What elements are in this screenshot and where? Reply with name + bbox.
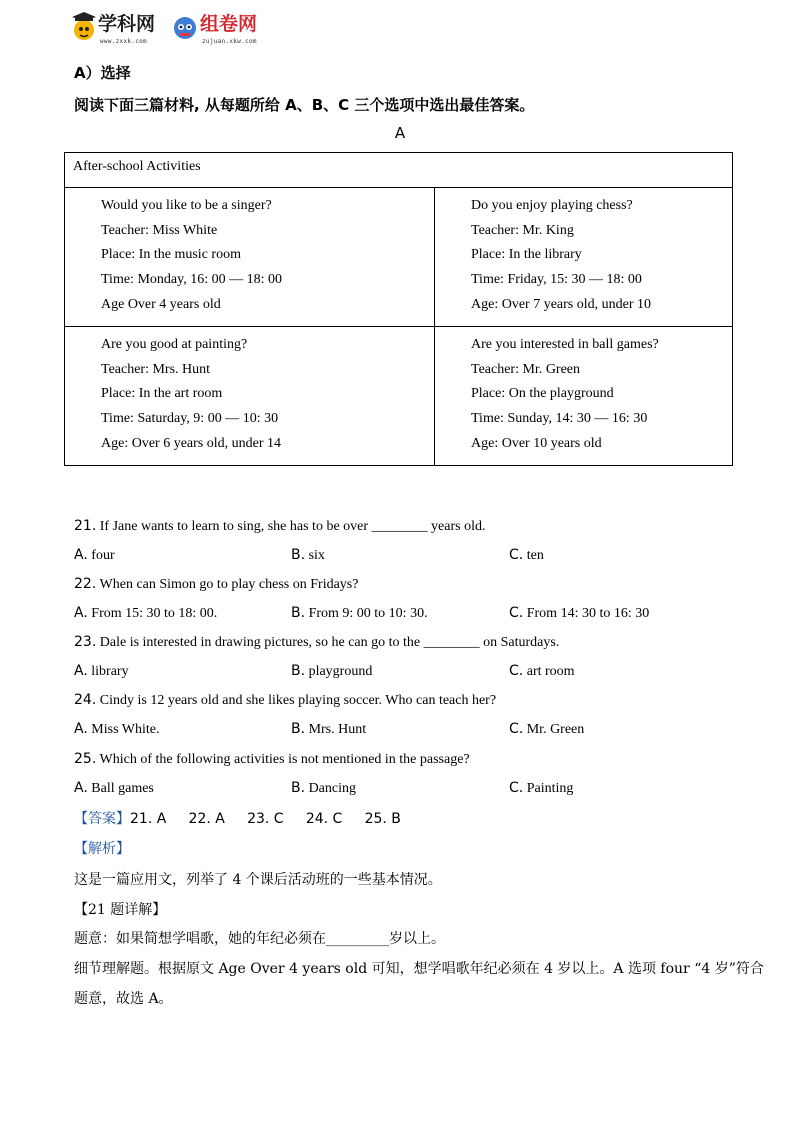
activity-cell-singing xyxy=(65,188,435,327)
question-23 xyxy=(74,634,559,651)
option-letter: C. xyxy=(509,547,524,563)
q21-heading: 【21 题详解】 xyxy=(74,902,167,918)
option-c[interactable] xyxy=(509,547,544,564)
section-title: A）选择 xyxy=(74,64,131,82)
activity-cell-ball-games xyxy=(435,327,733,466)
question-22 xyxy=(74,576,358,593)
analysis-intro: 这是一篇应用文，列举了 4 个课后活动班的一些基本情况。 xyxy=(74,872,442,888)
mascot-icon xyxy=(72,12,96,42)
cell-line: Time: Monday, 16: 00 — 18: 00 xyxy=(101,272,282,288)
cell-line: Teacher: Mr. King xyxy=(471,222,574,238)
cell-line: Do you enjoy playing chess? xyxy=(471,198,633,213)
option-text: From 9: 00 to 10: 30. xyxy=(308,606,428,621)
q21-detail-line1: 细节理解题。根据原文 Age Over 4 years old 可知，想学唱歌年纪必须在 4 岁以上。A 选项 four “4 岁”符合 xyxy=(74,961,764,977)
passage-letter: A xyxy=(394,124,406,142)
question-number: 22. xyxy=(74,576,97,592)
option-letter: A. xyxy=(74,780,88,796)
option-b[interactable] xyxy=(291,547,325,564)
q21-meaning: 题意：如果简想学唱歌，她的年纪必须在_________岁以上。 xyxy=(74,931,445,947)
zxxk-logo-text: 学科网 xyxy=(98,13,156,35)
option-text: ten xyxy=(526,548,544,563)
option-letter: A. xyxy=(74,605,88,621)
option-text: four xyxy=(91,548,115,563)
option-letter: B. xyxy=(291,780,306,796)
cell-line: Place: In the art room xyxy=(101,386,223,402)
answer-text: 21. A 22. A 23. C 24. C 25. B xyxy=(130,811,401,827)
option-letter: C. xyxy=(509,605,524,621)
cell-line: Would you like to be a singer? xyxy=(101,198,272,213)
option-letter: A. xyxy=(74,721,88,737)
question-text: If Jane wants to learn to sing, she has to be over ________ years old. xyxy=(99,519,486,534)
option-c[interactable] xyxy=(509,605,649,622)
question-text: Which of the following activities is not mentioned in the passage? xyxy=(99,752,470,767)
option-letter: B. xyxy=(291,721,306,737)
option-b[interactable] xyxy=(291,721,366,738)
cell-line: Place: In the music room xyxy=(101,247,241,263)
cell-line: Time: Sunday, 14: 30 — 16: 30 xyxy=(471,411,648,427)
activity-cell-painting xyxy=(65,327,435,466)
option-b[interactable] xyxy=(291,605,428,622)
option-text: library xyxy=(91,664,129,679)
answer-key xyxy=(74,808,401,828)
cell-line: Teacher: Mrs. Hunt xyxy=(101,361,211,377)
activities-table xyxy=(64,152,733,466)
cell-line: Age: Over 7 years old, under 10 xyxy=(471,296,652,312)
option-a[interactable] xyxy=(74,547,115,564)
option-letter: B. xyxy=(291,663,306,679)
table-title: After-school Activities xyxy=(65,153,733,188)
robot-mascot-icon xyxy=(172,13,198,43)
instruction-text: 阅读下面三篇材料, 从每题所给 A、B、C 三个选项中选出最佳答案。 xyxy=(74,96,535,114)
cell-line: Place: In the library xyxy=(471,247,582,263)
cell-line: Age: Over 10 years old xyxy=(471,435,602,451)
option-letter: A. xyxy=(74,663,88,679)
option-text: Painting xyxy=(526,781,574,796)
option-text: From 15: 30 to 18: 00. xyxy=(91,606,218,621)
option-letter: C. xyxy=(509,663,524,679)
option-text: Miss White. xyxy=(91,722,160,737)
question-text: When can Simon go to play chess on Fridays? xyxy=(99,577,359,592)
zujuan-logo-url: zujuan.xkw.com xyxy=(202,38,257,45)
option-letter: C. xyxy=(509,780,524,796)
question-21 xyxy=(74,518,485,535)
question-25 xyxy=(74,751,470,768)
cell-line: Age: Over 6 years old, under 14 xyxy=(101,435,282,451)
option-text: art room xyxy=(526,664,575,679)
question-text: Dale is interested in drawing pictures, so he can go to the ________ on Saturdays. xyxy=(99,635,560,650)
cell-line: Are you good at painting? xyxy=(101,337,248,352)
option-a[interactable] xyxy=(74,605,217,622)
question-number: 21. xyxy=(74,518,97,534)
option-text: playground xyxy=(308,664,373,679)
option-text: Mr. Green xyxy=(526,722,585,737)
question-number: 23. xyxy=(74,634,97,650)
option-letter: B. xyxy=(291,605,306,621)
option-b[interactable] xyxy=(291,780,356,797)
option-letter: C. xyxy=(509,721,524,737)
question-text: Cindy is 12 years old and she likes playing soccer. Who can teach her? xyxy=(99,693,497,708)
option-a[interactable] xyxy=(74,721,159,738)
option-text: Mrs. Hunt xyxy=(308,722,367,737)
cell-line: Time: Saturday, 9: 00 — 10: 30 xyxy=(101,411,279,427)
option-c[interactable] xyxy=(509,721,584,738)
analysis-tag: 【解析】 xyxy=(74,841,130,857)
option-c[interactable] xyxy=(509,780,573,797)
option-a[interactable] xyxy=(74,780,154,797)
cell-line: Time: Friday, 15: 30 — 18: 00 xyxy=(471,272,642,288)
option-text: Dancing xyxy=(308,781,356,796)
option-b[interactable] xyxy=(291,663,372,680)
cell-line: Place: On the playground xyxy=(471,386,614,402)
cell-line: Age Over 4 years old xyxy=(101,296,221,312)
answer-tag: 【答案】 xyxy=(74,811,130,827)
q21-detail-line2: 题意，故选 A。 xyxy=(74,991,173,1007)
question-number: 24. xyxy=(74,692,97,708)
option-letter: A. xyxy=(74,547,88,563)
option-a[interactable] xyxy=(74,663,129,680)
cell-line: Teacher: Miss White xyxy=(101,222,218,238)
zxxk-logo-url: www.zxxk.com xyxy=(100,38,147,45)
option-letter: B. xyxy=(291,547,306,563)
question-number: 25. xyxy=(74,751,97,767)
option-text: six xyxy=(308,548,325,563)
header-logos xyxy=(72,10,282,50)
cell-line: Teacher: Mr. Green xyxy=(471,361,581,377)
option-text: From 14: 30 to 16: 30 xyxy=(526,606,650,621)
zujuan-logo-text: 组卷网 xyxy=(200,13,258,35)
option-c[interactable] xyxy=(509,663,575,680)
question-24 xyxy=(74,692,496,709)
activity-cell-chess xyxy=(435,188,733,327)
option-text: Ball games xyxy=(91,781,154,796)
cell-line: Are you interested in ball games? xyxy=(471,337,659,352)
